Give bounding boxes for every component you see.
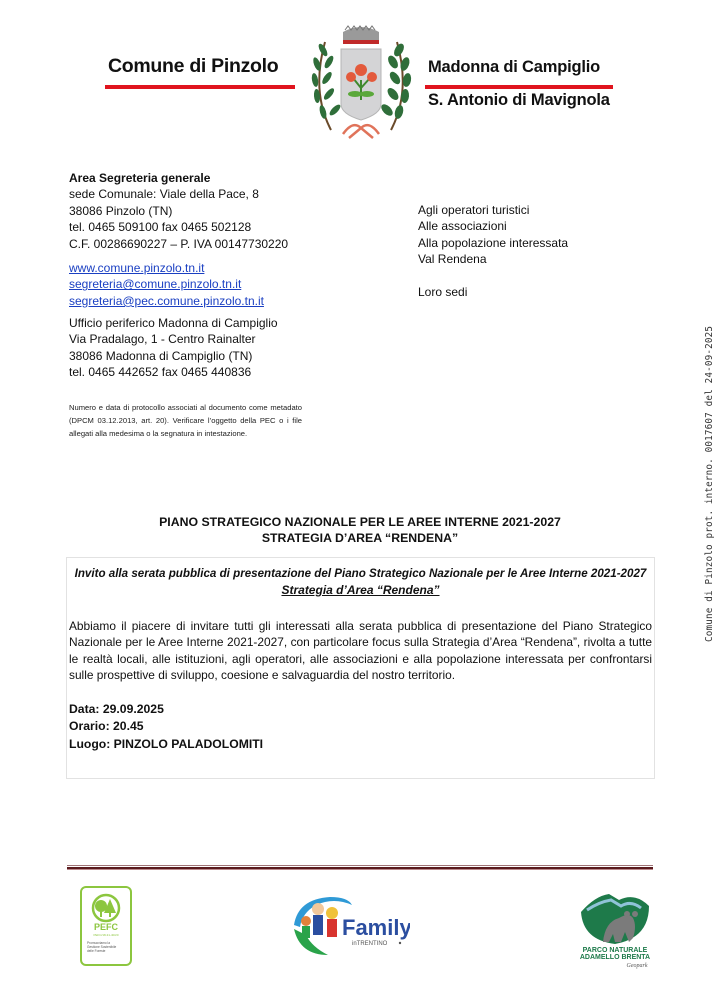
svg-text:Promuoviamo la: Promuoviamo la (87, 941, 111, 945)
title-line-2: STRATEGIA D’AREA “RENDENA” (261, 531, 459, 545)
municipality-title: Comune di Pinzolo (108, 55, 279, 77)
recipient-line: Alla popolazione interessata (418, 235, 569, 250)
sender-tax-ids: C.F. 00286690227 – P. IVA 00147730220 (69, 236, 289, 251)
svg-text:PARCO NATURALE: PARCO NATURALE (582, 947, 648, 954)
svg-text:ADAMELLO BRENTA: ADAMELLO BRENTA (579, 954, 651, 961)
locality-title-mavignola: S. Antonio di Mavignola (428, 91, 610, 109)
recipient-line: Alle associazioni (418, 219, 507, 234)
recipient-closing: Loro sedi (418, 284, 468, 299)
event-time: Orario: 20.45 (69, 719, 144, 734)
svg-text:PEFC: PEFC (93, 922, 119, 932)
locality-title-campiglio: Madonna di Campiglio (428, 58, 600, 76)
office-name: Ufficio periferico Madonna di Campiglio (69, 316, 278, 330)
protocol-stamp: Comune di Pinzolo prot. interno. 0017607 del 24-09-2025 (704, 325, 715, 642)
header-rule-right (425, 85, 613, 89)
parco-adamello-brenta-logo (575, 888, 655, 970)
pefc-logo (80, 886, 132, 966)
event-place: Luogo: PINZOLO PALADOLOMITI (69, 736, 264, 751)
office-city: 38086 Madonna di Campiglio (TN) (69, 348, 253, 363)
invitation-body: Abbiamo il piacere di invitare tutti gli interessati alla serata pubblica di presentazione del Piano Strategico Nazionale per le Aree Interne 2021-2027, con particolare focus sulla Strategia d’Area “Rendena”, rivolta a tutte le realtà locali, alle istituzioni, agli operatori, alle associazioni e alla popolazione interessata per confrontarsi sulle prospettive di sviluppo, coesione e salvaguardia del nostro territorio. (69, 619, 652, 682)
email-link[interactable]: segreteria@comune.pinzolo.tn.it (69, 277, 242, 292)
office-phone: tel. 0465 442652 fax 0465 440836 (69, 365, 252, 380)
website-link[interactable]: www.comune.pinzolo.tn.it (69, 261, 205, 276)
svg-text:delle Foreste: delle Foreste (87, 949, 106, 953)
svg-text:PEFC/18-31-40/20: PEFC/18-31-40/20 (93, 933, 119, 937)
branch-office-block (69, 315, 278, 381)
event-date: Data: 29.09.2025 (69, 702, 164, 716)
invitation-heading-text: Invito alla serata pubblica di presentazione del Piano Strategico Nazionale per le Aree Interne 2021-2027 (74, 567, 647, 580)
title-line-1: PIANO STRATEGICO NAZIONALE PER LE AREE INTERNE 2021-2027 (159, 515, 561, 529)
protocol-note: Numero e data di protocollo associati al documento come metadato (DPCM 03.12.2013, art. 20). Verificare l’oggetto della PEC o i file allegati alla medesima o la segnatura in intestazione. (69, 403, 302, 438)
recipients-block (418, 202, 568, 300)
recipient-line: Agli operatori turistici (418, 203, 530, 217)
footer-rule (67, 869, 653, 870)
sender-city: 38086 Pinzolo (TN) (69, 203, 173, 218)
sender-heading: Area Segreteria generale (69, 171, 211, 185)
invitation-heading (67, 566, 654, 598)
svg-text:inTRENTINO: inTRENTINO (352, 941, 388, 947)
recipient-line: Val Rendena (418, 252, 487, 267)
invitation-box (66, 557, 655, 779)
event-details (69, 701, 263, 753)
svg-text:Family: Family (342, 915, 410, 940)
family-in-trentino-logo (288, 893, 410, 959)
office-address: Via Pradalago, 1 - Centro Rainalter (69, 332, 256, 347)
municipal-coat-of-arms-icon (303, 22, 419, 140)
footer-rule (67, 865, 653, 866)
svg-text:Geopark: Geopark (626, 963, 648, 969)
sender-phone: tel. 0465 509100 fax 0465 502128 (69, 220, 252, 235)
svg-text:Gestione Sostenibile: Gestione Sostenibile (87, 945, 117, 949)
document-title (0, 514, 720, 546)
header-rule-left (105, 85, 295, 89)
sender-block (69, 170, 288, 309)
invitation-subheading: Strategia d’Area “Rendena” (281, 583, 440, 597)
sender-address: sede Comunale: Viale della Pace, 8 (69, 187, 259, 202)
pec-email-link[interactable]: segreteria@pec.comune.pinzolo.tn.it (69, 293, 264, 308)
